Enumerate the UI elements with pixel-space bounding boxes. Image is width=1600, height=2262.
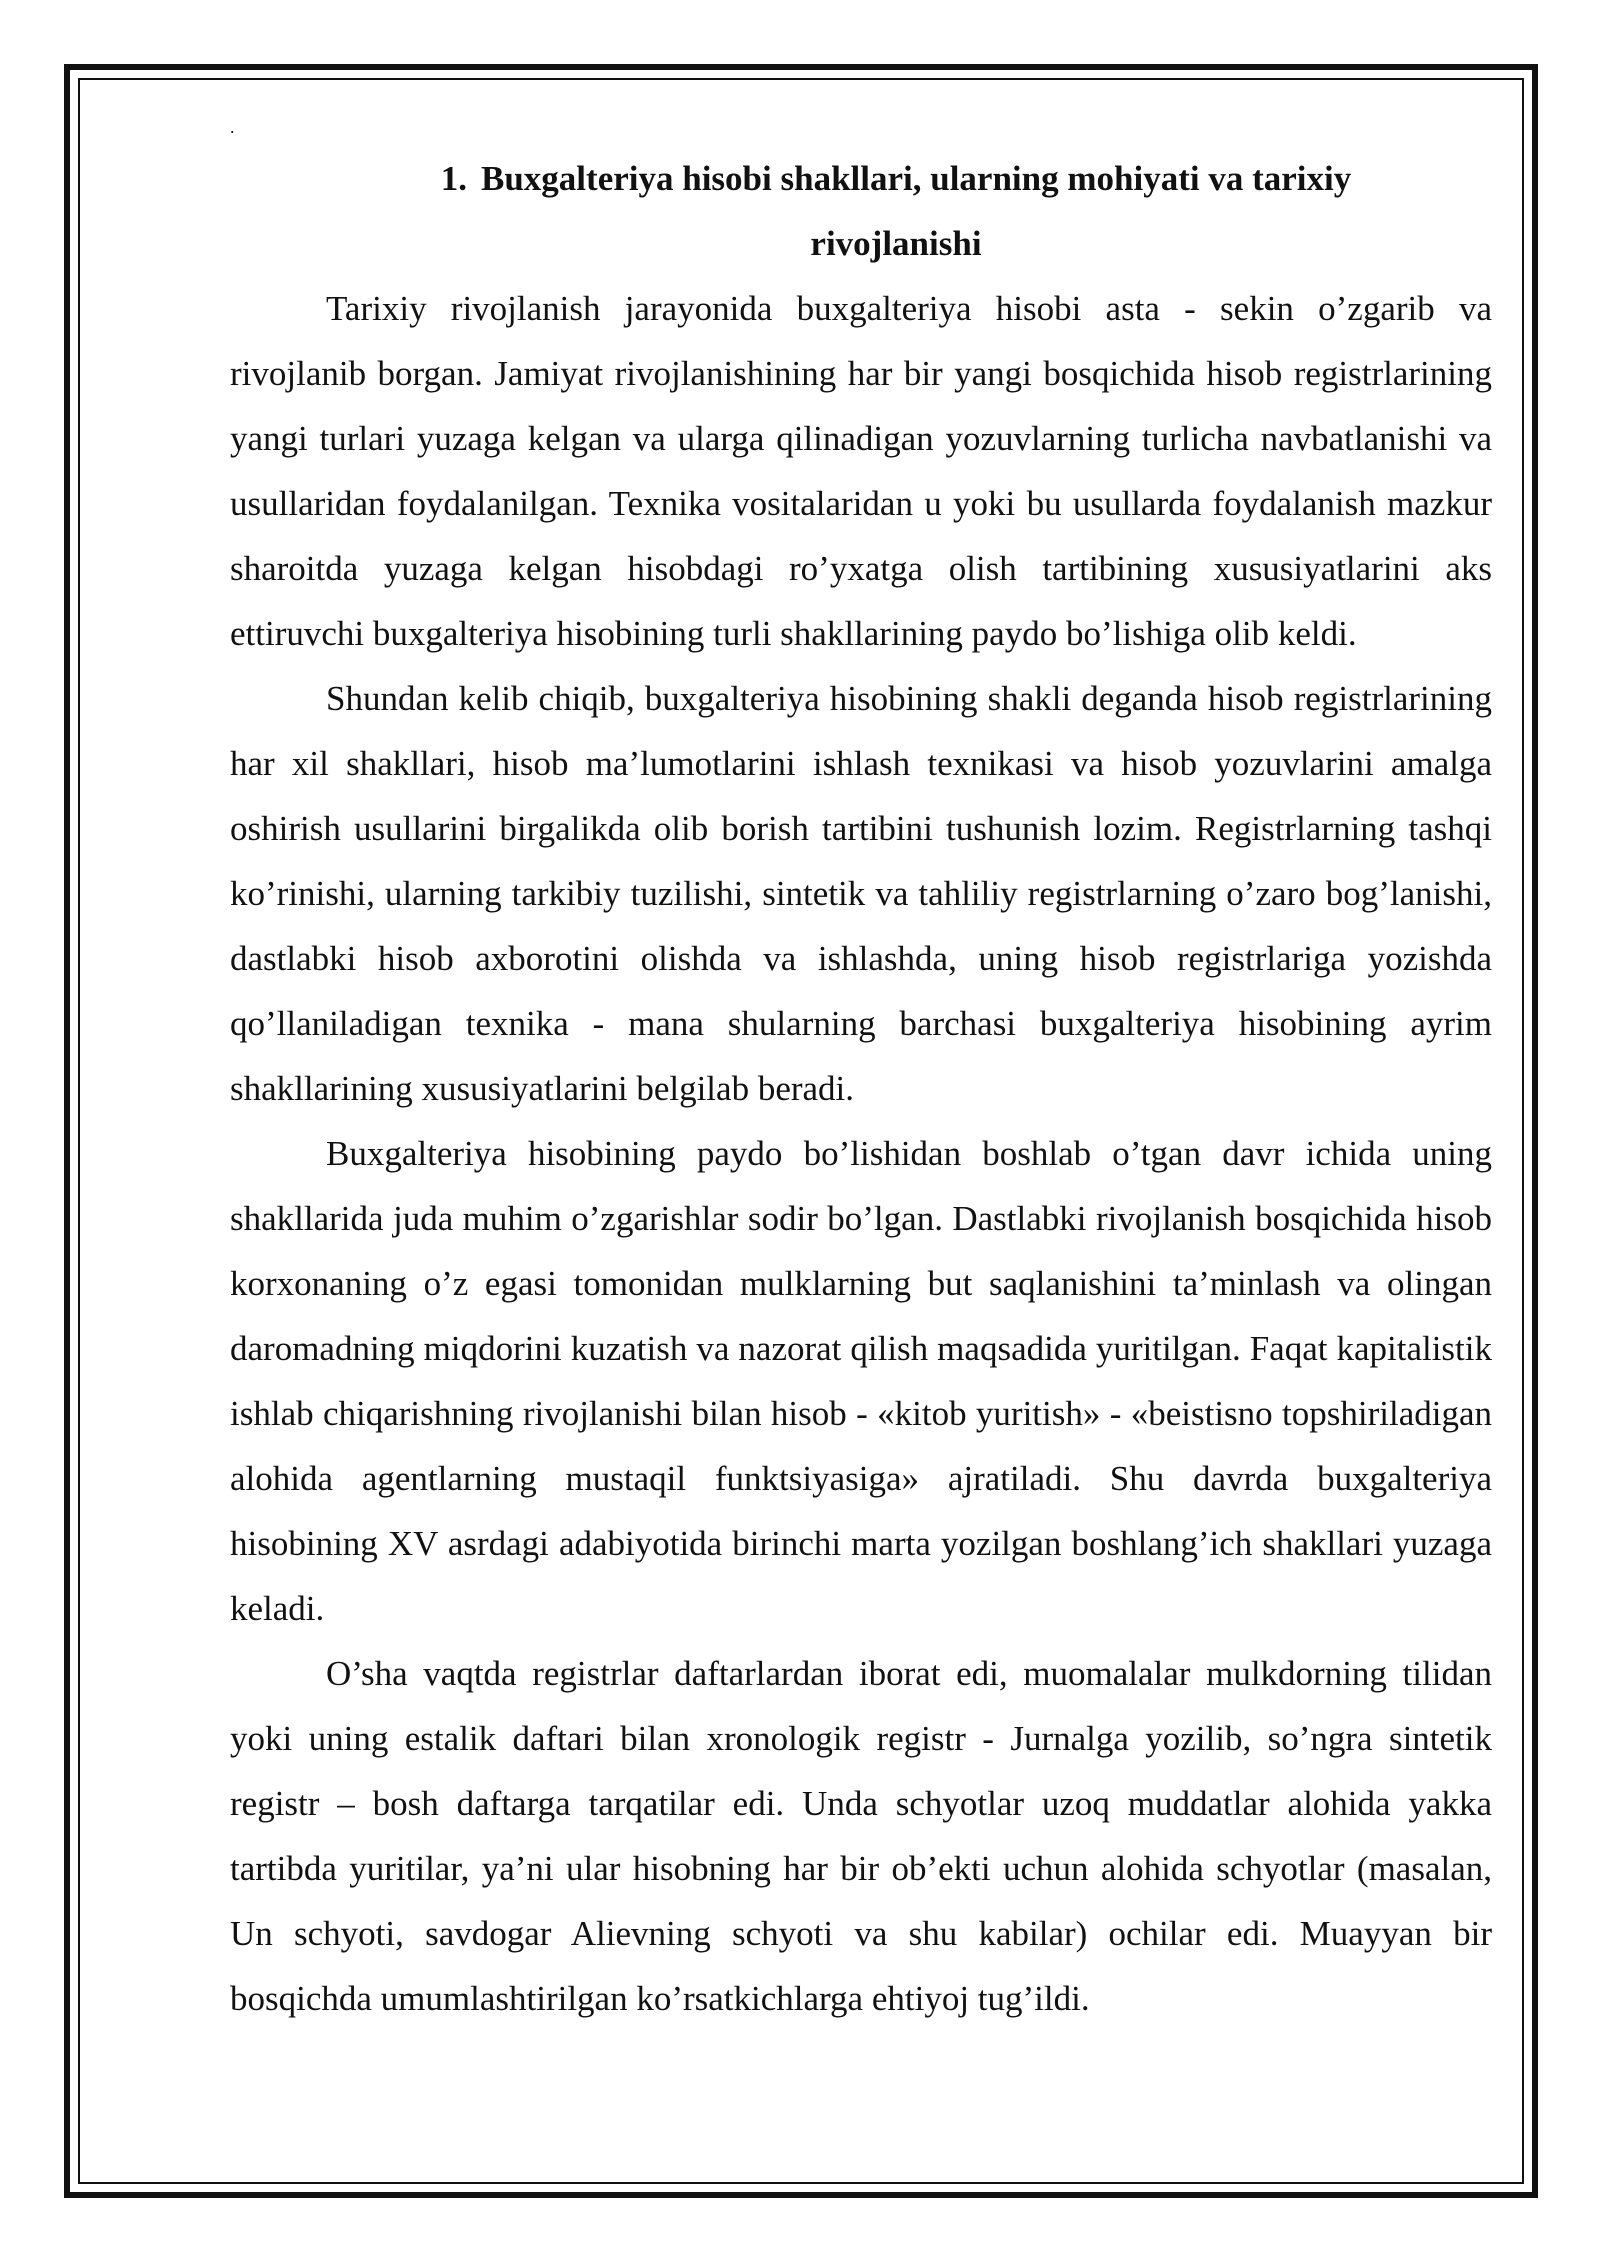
paragraph-4: O’sha vaqtda registrlar daftarlardan iborat edi, muomalalar mulkdorning tilidan yoki uning estalik daftari bilan xronologik registr - Jurnalga yozilib, so’ngra sintetik registr – bosh daftarga tarqatilar edi. Unda schyotlar uzoq muddatlar alohida yakka tartibda yuritilar, ya’ni ular hisobning har bir ob’ekti uchun alohida schyotlar (masalan, Un schyoti, savdogar Alievning schyoti va shu kabilar) ochilar edi. Muayyan bir bosqichda umumlashtirilgan ko’rsatkichlarga ehtiyoj tug’ildi. <box>230 1654 1492 2018</box>
paragraph-1: Tarixiy rivojlanish jarayonida buxgalteriya hisobi asta - sekin o’zgarib va rivojlanib borgan. Jamiyat rivojlanishining har bir yangi bosqichida hisob registrlarining yangi turlari yuzaga kelgan va ularga qilinadigan yozuvlarning turlicha navbatlanishi va usullaridan foydalanilgan. Texnika vositalaridan u yoki bu usullarda foydalanish mazkur sharoitda yuzaga kelgan hisobdagi ro’yxatga olish tartibining xususiyatlarini aks ettiruvchi buxgalteriya hisobining turli shakllarining paydo bo’lishiga olib keldi. <box>230 289 1492 653</box>
heading-text: Buxgalteriya hisobi shakllari, ularning mohiyati va tarixiy rivojlanishi <box>481 159 1352 263</box>
section-heading <box>230 146 1492 276</box>
heading-number: 1. <box>440 159 467 198</box>
paragraph-2: Shundan kelib chiqib, buxgalteriya hisobining shakli deganda hisob registrlarining har xil shakllari, hisob ma’lumotlarini ishlash texnikasi va hisob yozuvlarini amalga oshirish usullarini birgalikda olib borish tartibini tushunish lozim. Registrlarning tashqi ko’rinishi, ularning tarkibiy tuzilishi, sintetik va tahliliy registrlarning o’zaro bog’lanishi, dastlabki hisob axborotini olishda va ishlashda, uning hisob registrlariga yozishda qo’llaniladigan texnika - mana shularning barchasi buxgalteriya hisobining ayrim shakllarining xususiyatlarini belgilab beradi. <box>230 679 1492 1108</box>
document-body <box>230 146 1492 2031</box>
stray-marker: . <box>230 117 235 137</box>
paragraph-3: Buxgalteriya hisobining paydo bo’lishidan boshlab o’tgan davr ichida uning shakllarida juda muhim o’zgarishlar sodir bo’lgan. Dastlabki rivojlanish bosqichida hisob korxonaning o’z egasi tomonidan mulklarning but saqlanishini ta’minlash va olingan daromadning miqdorini kuzatish va nazorat qilish maqsadida yuritilgan. Faqat kapitalistik ishlab chiqarishning rivojlanishi bilan hisob - «kitob yuritish» - «beistisno topshiriladigan alohida agentlarning mustaqil funktsiyasiga» ajratiladi. Shu davrda buxgalteriya hisobining XV asrdagi adabiyotida birinchi marta yozilgan boshlang’ich shakllari yuzaga keladi. <box>230 1134 1492 1628</box>
